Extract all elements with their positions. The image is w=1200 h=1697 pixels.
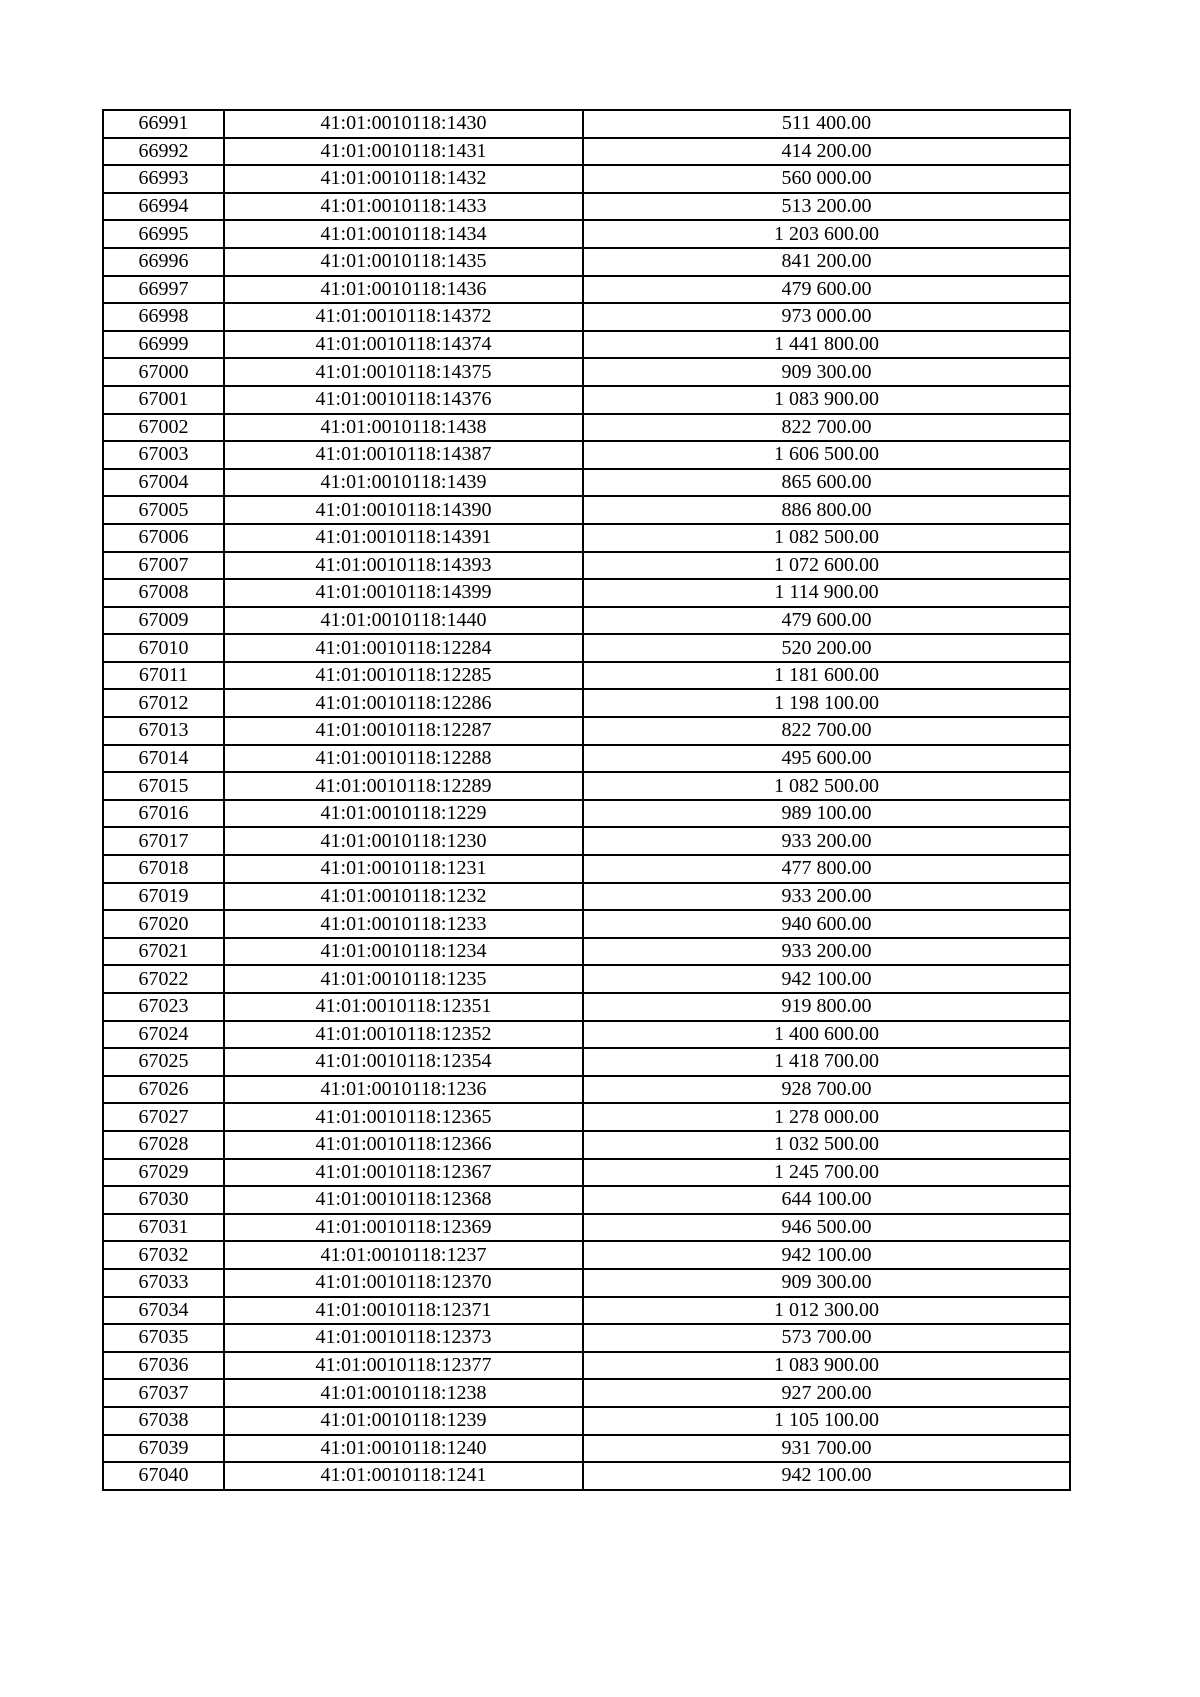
cadastral-number-cell: 41:01:0010118:14375 <box>224 358 583 386</box>
table-row <box>103 1103 1070 1131</box>
cadastral-value-cell: 479 600.00 <box>583 276 1070 304</box>
table-row <box>103 800 1070 828</box>
cadastral-value-cell: 989 100.00 <box>583 800 1070 828</box>
table-row <box>103 248 1070 276</box>
row-number-cell: 67024 <box>103 1021 224 1049</box>
table-row <box>103 358 1070 386</box>
cadastral-number-cell: 41:01:0010118:14399 <box>224 579 583 607</box>
cadastral-number-cell: 41:01:0010118:14374 <box>224 331 583 359</box>
cadastral-number-cell: 41:01:0010118:12351 <box>224 993 583 1021</box>
row-number-cell: 67025 <box>103 1048 224 1076</box>
cadastral-number-cell: 41:01:0010118:1230 <box>224 827 583 855</box>
row-number-cell: 67010 <box>103 634 224 662</box>
table-row <box>103 552 1070 580</box>
cadastral-value-cell: 644 100.00 <box>583 1186 1070 1214</box>
row-number-cell: 67011 <box>103 662 224 690</box>
cadastral-value-cell: 1 400 600.00 <box>583 1021 1070 1049</box>
table-row <box>103 827 1070 855</box>
table-row <box>103 386 1070 414</box>
cadastral-value-cell: 928 700.00 <box>583 1076 1070 1104</box>
cadastral-number-cell: 41:01:0010118:14390 <box>224 496 583 524</box>
cadastral-number-cell: 41:01:0010118:14387 <box>224 441 583 469</box>
cadastral-number-cell: 41:01:0010118:12289 <box>224 772 583 800</box>
cadastral-value-cell: 946 500.00 <box>583 1214 1070 1242</box>
cadastral-value-cell: 1 203 600.00 <box>583 220 1070 248</box>
table-row <box>103 220 1070 248</box>
table-row <box>103 662 1070 690</box>
cadastral-value-cell: 513 200.00 <box>583 193 1070 221</box>
cadastral-number-cell: 41:01:0010118:1439 <box>224 469 583 497</box>
cadastral-value-cell: 1 278 000.00 <box>583 1103 1070 1131</box>
table-row <box>103 331 1070 359</box>
row-number-cell: 67019 <box>103 883 224 911</box>
cadastral-number-cell: 41:01:0010118:12369 <box>224 1214 583 1242</box>
cadastral-value-cell: 1 105 100.00 <box>583 1407 1070 1435</box>
table-row <box>103 745 1070 773</box>
cadastral-number-cell: 41:01:0010118:12371 <box>224 1297 583 1325</box>
cadastral-number-cell: 41:01:0010118:12285 <box>224 662 583 690</box>
row-number-cell: 67022 <box>103 965 224 993</box>
row-number-cell: 67007 <box>103 552 224 580</box>
cadastral-number-cell: 41:01:0010118:1233 <box>224 910 583 938</box>
cadastral-value-cell: 1 245 700.00 <box>583 1159 1070 1187</box>
cadastral-number-cell: 41:01:0010118:1432 <box>224 165 583 193</box>
cadastral-value-cell: 1 198 100.00 <box>583 689 1070 717</box>
cadastral-value-cell: 841 200.00 <box>583 248 1070 276</box>
cadastral-value-cell: 942 100.00 <box>583 1462 1070 1490</box>
cadastral-value-table <box>102 109 1071 1491</box>
cadastral-number-cell: 41:01:0010118:1234 <box>224 938 583 966</box>
row-number-cell: 67016 <box>103 800 224 828</box>
table-row <box>103 1352 1070 1380</box>
row-number-cell: 67021 <box>103 938 224 966</box>
cadastral-number-cell: 41:01:0010118:14376 <box>224 386 583 414</box>
table-row <box>103 1407 1070 1435</box>
table-row <box>103 883 1070 911</box>
row-number-cell: 67001 <box>103 386 224 414</box>
cadastral-number-cell: 41:01:0010118:1433 <box>224 193 583 221</box>
cadastral-number-cell: 41:01:0010118:12368 <box>224 1186 583 1214</box>
row-number-cell: 66994 <box>103 193 224 221</box>
table-row <box>103 1159 1070 1187</box>
cadastral-number-cell: 41:01:0010118:1240 <box>224 1435 583 1463</box>
cadastral-value-cell: 495 600.00 <box>583 745 1070 773</box>
cadastral-value-cell: 573 700.00 <box>583 1324 1070 1352</box>
row-number-cell: 66998 <box>103 303 224 331</box>
cadastral-value-cell: 1 181 600.00 <box>583 662 1070 690</box>
row-number-cell: 67037 <box>103 1379 224 1407</box>
cadastral-number-cell: 41:01:0010118:12288 <box>224 745 583 773</box>
cadastral-value-cell: 973 000.00 <box>583 303 1070 331</box>
row-number-cell: 67038 <box>103 1407 224 1435</box>
cadastral-number-cell: 41:01:0010118:12370 <box>224 1269 583 1297</box>
table-row <box>103 1021 1070 1049</box>
table-row <box>103 717 1070 745</box>
cadastral-value-cell: 940 600.00 <box>583 910 1070 938</box>
row-number-cell: 67028 <box>103 1131 224 1159</box>
cadastral-value-cell: 942 100.00 <box>583 965 1070 993</box>
cadastral-value-cell: 919 800.00 <box>583 993 1070 1021</box>
cadastral-value-cell: 822 700.00 <box>583 414 1070 442</box>
cadastral-value-cell: 1 083 900.00 <box>583 1352 1070 1380</box>
cadastral-number-cell: 41:01:0010118:1434 <box>224 220 583 248</box>
cadastral-value-cell: 520 200.00 <box>583 634 1070 662</box>
table-row <box>103 855 1070 883</box>
cadastral-number-cell: 41:01:0010118:12367 <box>224 1159 583 1187</box>
cadastral-number-cell: 41:01:0010118:1229 <box>224 800 583 828</box>
cadastral-value-cell: 1 012 300.00 <box>583 1297 1070 1325</box>
row-number-cell: 67030 <box>103 1186 224 1214</box>
row-number-cell: 67013 <box>103 717 224 745</box>
table-row <box>103 1186 1070 1214</box>
table-row <box>103 1435 1070 1463</box>
cadastral-value-cell: 1 082 500.00 <box>583 524 1070 552</box>
cadastral-number-cell: 41:01:0010118:12284 <box>224 634 583 662</box>
table-row <box>103 1297 1070 1325</box>
table-row <box>103 965 1070 993</box>
row-number-cell: 67040 <box>103 1462 224 1490</box>
table-row <box>103 910 1070 938</box>
row-number-cell: 67017 <box>103 827 224 855</box>
row-number-cell: 67009 <box>103 607 224 635</box>
table-row <box>103 1462 1070 1490</box>
table-row <box>103 138 1070 166</box>
row-number-cell: 67014 <box>103 745 224 773</box>
table-row <box>103 165 1070 193</box>
table-row <box>103 193 1070 221</box>
table-row <box>103 1269 1070 1297</box>
row-number-cell: 66992 <box>103 138 224 166</box>
table-body <box>103 110 1070 1490</box>
cadastral-number-cell: 41:01:0010118:1239 <box>224 1407 583 1435</box>
cadastral-value-cell: 1 441 800.00 <box>583 331 1070 359</box>
row-number-cell: 67008 <box>103 579 224 607</box>
cadastral-value-cell: 479 600.00 <box>583 607 1070 635</box>
row-number-cell: 66993 <box>103 165 224 193</box>
row-number-cell: 67020 <box>103 910 224 938</box>
cadastral-value-cell: 933 200.00 <box>583 938 1070 966</box>
table-row <box>103 579 1070 607</box>
row-number-cell: 67036 <box>103 1352 224 1380</box>
cadastral-value-cell: 477 800.00 <box>583 855 1070 883</box>
table-row <box>103 607 1070 635</box>
row-number-cell: 67031 <box>103 1214 224 1242</box>
cadastral-value-cell: 909 300.00 <box>583 1269 1070 1297</box>
row-number-cell: 67006 <box>103 524 224 552</box>
cadastral-number-cell: 41:01:0010118:12352 <box>224 1021 583 1049</box>
cadastral-value-cell: 822 700.00 <box>583 717 1070 745</box>
table-row <box>103 689 1070 717</box>
cadastral-value-cell: 1 114 900.00 <box>583 579 1070 607</box>
table-row <box>103 414 1070 442</box>
cadastral-number-cell: 41:01:0010118:1232 <box>224 883 583 911</box>
cadastral-number-cell: 41:01:0010118:1435 <box>224 248 583 276</box>
row-number-cell: 67000 <box>103 358 224 386</box>
table-row <box>103 276 1070 304</box>
row-number-cell: 66997 <box>103 276 224 304</box>
cadastral-value-cell: 1 606 500.00 <box>583 441 1070 469</box>
table-row <box>103 1324 1070 1352</box>
table-row <box>103 1131 1070 1159</box>
row-number-cell: 67018 <box>103 855 224 883</box>
cadastral-number-cell: 41:01:0010118:14372 <box>224 303 583 331</box>
table-row <box>103 469 1070 497</box>
cadastral-value-cell: 909 300.00 <box>583 358 1070 386</box>
cadastral-value-cell: 927 200.00 <box>583 1379 1070 1407</box>
row-number-cell: 67033 <box>103 1269 224 1297</box>
row-number-cell: 67015 <box>103 772 224 800</box>
cadastral-number-cell: 41:01:0010118:1438 <box>224 414 583 442</box>
cadastral-value-cell: 1 082 500.00 <box>583 772 1070 800</box>
row-number-cell: 66999 <box>103 331 224 359</box>
cadastral-number-cell: 41:01:0010118:1440 <box>224 607 583 635</box>
row-number-cell: 67032 <box>103 1241 224 1269</box>
cadastral-number-cell: 41:01:0010118:1241 <box>224 1462 583 1490</box>
table-row <box>103 772 1070 800</box>
cadastral-number-cell: 41:01:0010118:14391 <box>224 524 583 552</box>
cadastral-value-cell: 931 700.00 <box>583 1435 1070 1463</box>
cadastral-number-cell: 41:01:0010118:1231 <box>224 855 583 883</box>
table-row <box>103 303 1070 331</box>
table-row <box>103 1214 1070 1242</box>
cadastral-number-cell: 41:01:0010118:12354 <box>224 1048 583 1076</box>
table-row <box>103 993 1070 1021</box>
cadastral-number-cell: 41:01:0010118:12286 <box>224 689 583 717</box>
cadastral-value-cell: 1 418 700.00 <box>583 1048 1070 1076</box>
cadastral-number-cell: 41:01:0010118:12287 <box>224 717 583 745</box>
cadastral-value-cell: 1 072 600.00 <box>583 552 1070 580</box>
table-row <box>103 110 1070 138</box>
row-number-cell: 67034 <box>103 1297 224 1325</box>
row-number-cell: 67039 <box>103 1435 224 1463</box>
table-row <box>103 1076 1070 1104</box>
cadastral-number-cell: 41:01:0010118:1236 <box>224 1076 583 1104</box>
row-number-cell: 67004 <box>103 469 224 497</box>
row-number-cell: 66991 <box>103 110 224 138</box>
cadastral-value-cell: 1 083 900.00 <box>583 386 1070 414</box>
row-number-cell: 67012 <box>103 689 224 717</box>
table-row <box>103 1379 1070 1407</box>
cadastral-number-cell: 41:01:0010118:1235 <box>224 965 583 993</box>
table-row <box>103 524 1070 552</box>
cadastral-value-cell: 933 200.00 <box>583 883 1070 911</box>
row-number-cell: 67003 <box>103 441 224 469</box>
table-row <box>103 1048 1070 1076</box>
row-number-cell: 67002 <box>103 414 224 442</box>
table-row <box>103 938 1070 966</box>
cadastral-value-cell: 933 200.00 <box>583 827 1070 855</box>
cadastral-value-cell: 1 032 500.00 <box>583 1131 1070 1159</box>
row-number-cell: 67035 <box>103 1324 224 1352</box>
table-row <box>103 441 1070 469</box>
cadastral-value-cell: 511 400.00 <box>583 110 1070 138</box>
cadastral-number-cell: 41:01:0010118:1238 <box>224 1379 583 1407</box>
cadastral-number-cell: 41:01:0010118:14393 <box>224 552 583 580</box>
table-row <box>103 634 1070 662</box>
cadastral-value-cell: 886 800.00 <box>583 496 1070 524</box>
table-row <box>103 496 1070 524</box>
row-number-cell: 67023 <box>103 993 224 1021</box>
cadastral-value-cell: 865 600.00 <box>583 469 1070 497</box>
row-number-cell: 67029 <box>103 1159 224 1187</box>
cadastral-number-cell: 41:01:0010118:1237 <box>224 1241 583 1269</box>
row-number-cell: 66995 <box>103 220 224 248</box>
cadastral-value-cell: 942 100.00 <box>583 1241 1070 1269</box>
cadastral-number-cell: 41:01:0010118:1431 <box>224 138 583 166</box>
row-number-cell: 67026 <box>103 1076 224 1104</box>
cadastral-value-cell: 414 200.00 <box>583 138 1070 166</box>
cadastral-number-cell: 41:01:0010118:12365 <box>224 1103 583 1131</box>
cadastral-value-cell: 560 000.00 <box>583 165 1070 193</box>
row-number-cell: 66996 <box>103 248 224 276</box>
cadastral-number-cell: 41:01:0010118:12366 <box>224 1131 583 1159</box>
cadastral-number-cell: 41:01:0010118:12377 <box>224 1352 583 1380</box>
row-number-cell: 67005 <box>103 496 224 524</box>
cadastral-number-cell: 41:01:0010118:1430 <box>224 110 583 138</box>
cadastral-number-cell: 41:01:0010118:1436 <box>224 276 583 304</box>
row-number-cell: 67027 <box>103 1103 224 1131</box>
cadastral-number-cell: 41:01:0010118:12373 <box>224 1324 583 1352</box>
table-row <box>103 1241 1070 1269</box>
